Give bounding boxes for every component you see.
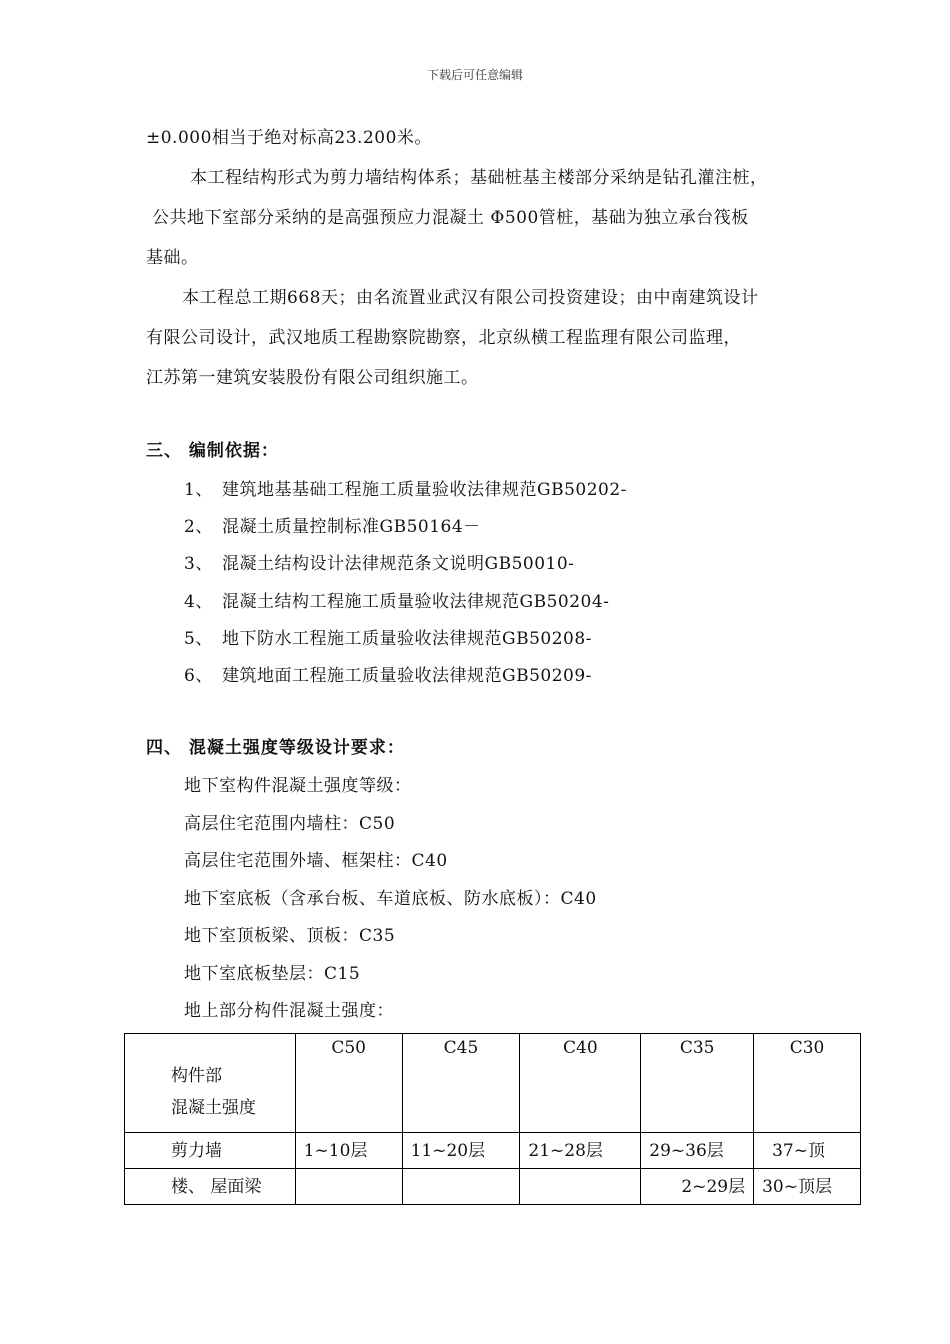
table-cell: 1~10层 [295, 1133, 402, 1169]
paragraph-line: ±0.000相当于绝对标高23.200米。 [146, 128, 432, 148]
requirement-line: 地下室构件混凝土强度等级： [184, 776, 412, 796]
paragraph-line: 有限公司设计，武汉地质工程勘察院勘察，北京纵横工程监理有限公司监理， [146, 328, 741, 348]
list-text: 混凝土质量控制标准GB50164－ [222, 517, 481, 537]
list-number: 2、 [184, 517, 213, 537]
table-header-cell: C45 [402, 1034, 520, 1133]
table-cell: 29~36层 [641, 1133, 754, 1169]
requirement-line: 地下室底板（含承台板、车道底板、防水底板）：C40 [184, 889, 597, 909]
table-cell [402, 1169, 520, 1205]
section-title: 四、 混凝土强度等级设计要求： [146, 738, 405, 758]
table-header-row [125, 1034, 861, 1133]
paragraph-line: 本工程结构形式为剪力墙结构体系；基础桩基主楼部分采纳是钻孔灌注桩， [190, 168, 768, 188]
table-cell [295, 1169, 402, 1205]
table-header-cell: C50 [295, 1034, 402, 1133]
page-header: 下载后可任意编辑 [426, 68, 523, 82]
table-header-cell: C30 [754, 1034, 861, 1133]
list-item [184, 627, 592, 651]
list-number: 6、 [184, 666, 213, 686]
table-cell: 30~顶层 [754, 1169, 861, 1205]
list-number: 3、 [184, 554, 213, 574]
list-number: 1、 [184, 480, 213, 500]
list-number: 5、 [184, 629, 213, 649]
table-corner-cell [125, 1034, 296, 1133]
requirement-line: 地下室底板垫层：C15 [184, 964, 361, 984]
list-item [184, 590, 609, 614]
list-item [184, 552, 574, 576]
requirement-line: 地上部分构件混凝土强度： [184, 1001, 394, 1021]
paragraph-line: 基础。 [146, 248, 199, 268]
table-cell: 37~顶 [754, 1133, 861, 1169]
list-text: 建筑地面工程施工质量验收法律规范GB50209- [222, 666, 592, 686]
list-item [184, 515, 481, 539]
table-row-label: 楼、 屋面梁 [125, 1169, 296, 1205]
paragraph-line: 公共地下室部分采纳的是高强预应力混凝土 Φ500管桩，基础为独立承台筏板 [152, 208, 749, 228]
table-header-cell: C35 [641, 1034, 754, 1133]
corner-label-strength: 混凝土强度 [171, 1098, 256, 1118]
table-cell: 2~29层 [641, 1169, 754, 1205]
table-cell: 21~28层 [520, 1133, 641, 1169]
list-item [184, 664, 592, 688]
table-cell: 11~20层 [402, 1133, 520, 1169]
requirement-line: 高层住宅范围内墙柱：C50 [184, 814, 396, 834]
table-row [125, 1133, 861, 1169]
paragraph-line: 本工程总工期668天；由名流置业武汉有限公司投资建设；由中南建筑设计 [182, 288, 759, 308]
list-text: 混凝土结构工程施工质量验收法律规范GB50204- [222, 592, 610, 612]
requirement-line: 地下室顶板梁、顶板：C35 [184, 926, 396, 946]
requirement-line: 高层住宅范围外墙、框架柱：C40 [184, 851, 448, 871]
list-text: 地下防水工程施工质量验收法律规范GB50208- [222, 629, 592, 649]
corner-label-component: 构件部 [171, 1066, 222, 1086]
list-item [184, 478, 627, 502]
section-title: 三、 编制依据： [146, 441, 279, 461]
table-row-label: 剪力墙 [125, 1133, 296, 1169]
list-text: 建筑地基基础工程施工质量验收法律规范GB50202- [222, 480, 627, 500]
list-number: 4、 [184, 592, 213, 612]
paragraph-line: 江苏第一建筑安装股份有限公司组织施工。 [146, 368, 479, 388]
table-cell [520, 1169, 641, 1205]
list-text: 混凝土结构设计法律规范条文说明GB50010- [222, 554, 575, 574]
table-header-cell: C40 [520, 1034, 641, 1133]
strength-table [124, 1033, 861, 1205]
table-row [125, 1169, 861, 1205]
